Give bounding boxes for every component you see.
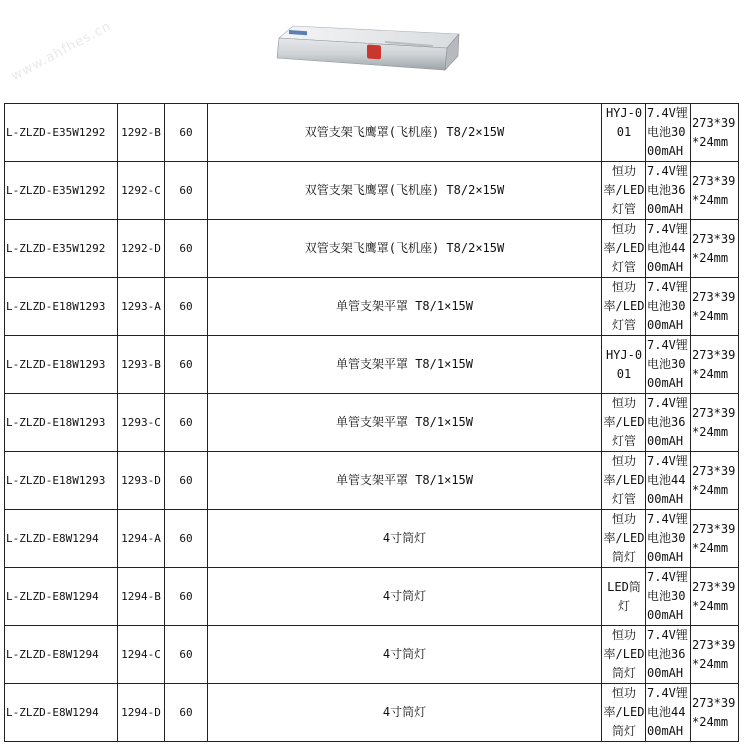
cell-battery xyxy=(646,626,691,684)
cell-battery-text: 7.4V锂电池3000mAH xyxy=(647,106,688,158)
cell-code: 1294-B xyxy=(118,568,165,626)
cell-time: 60 xyxy=(165,162,208,220)
cell-battery xyxy=(646,510,691,568)
cell-size xyxy=(691,452,739,510)
table-row xyxy=(5,394,739,452)
cell-size xyxy=(691,510,739,568)
cell-size-text: 273*39*24mm xyxy=(692,463,736,497)
cell-code: 1294-C xyxy=(118,626,165,684)
cell-module xyxy=(602,104,646,162)
cell-size xyxy=(691,220,739,278)
cell-battery-text: 7.4V锂电池3600mAH xyxy=(647,164,688,216)
cell-model: L-ZLZD-E18W1293 xyxy=(5,278,118,336)
cell-code: 1293-D xyxy=(118,452,165,510)
watermark-text: www.ahfhes.cn xyxy=(8,18,115,85)
cell-battery xyxy=(646,568,691,626)
cell-module xyxy=(602,626,646,684)
product-photo-area xyxy=(0,0,750,104)
cell-module-text: HYJ-001 xyxy=(605,106,643,139)
cell-size xyxy=(691,394,739,452)
cell-battery-text: 7.4V锂电池4400mAH xyxy=(647,454,688,506)
cell-module xyxy=(602,568,646,626)
cell-battery xyxy=(646,394,691,452)
cell-battery-text: 7.4V锂电池3000mAH xyxy=(647,280,688,332)
cell-module xyxy=(602,684,646,742)
table-row xyxy=(5,278,739,336)
cell-code: 1292-B xyxy=(118,104,165,162)
cell-model: L-ZLZD-E35W1292 xyxy=(5,162,118,220)
cell-module-text: 恒功率/LED灯管 xyxy=(603,280,645,332)
cell-module-text: 恒功率/LED灯管 xyxy=(603,396,645,448)
cell-time: 60 xyxy=(165,452,208,510)
cell-name: 双管支架飞鹰罩(飞机座) T8/2×15W xyxy=(208,104,602,162)
cell-name: 4寸筒灯 xyxy=(208,568,602,626)
cell-name: 单管支架平罩 T8/1×15W xyxy=(208,394,602,452)
cell-module-text: LED筒灯 xyxy=(607,579,641,613)
cell-module-text: 恒功率/LED筒灯 xyxy=(603,686,645,738)
cell-code: 1293-B xyxy=(118,336,165,394)
cell-time: 60 xyxy=(165,394,208,452)
cell-module-text: 恒功率/LED灯管 xyxy=(603,222,645,274)
cell-code: 1293-A xyxy=(118,278,165,336)
cell-size-text: 273*39*24mm xyxy=(692,405,736,439)
cell-time: 60 xyxy=(165,568,208,626)
cell-model: L-ZLZD-E18W1293 xyxy=(5,394,118,452)
cell-battery-text: 7.4V锂电池3000mAH xyxy=(647,338,688,390)
cell-battery-text: 7.4V锂电池3000mAH xyxy=(647,570,688,622)
table-row xyxy=(5,452,739,510)
table-row xyxy=(5,626,739,684)
cell-name: 4寸筒灯 xyxy=(208,626,602,684)
cell-module-text: 恒功率/LED灯管 xyxy=(603,164,645,216)
cell-size-text: 273*39*24mm xyxy=(692,347,736,381)
table-row xyxy=(5,336,739,394)
cell-time: 60 xyxy=(165,336,208,394)
cell-model: L-ZLZD-E8W1294 xyxy=(5,684,118,742)
cell-size-text: 273*39*24mm xyxy=(692,695,736,729)
cell-model: L-ZLZD-E18W1293 xyxy=(5,452,118,510)
cell-code: 1292-C xyxy=(118,162,165,220)
cell-battery xyxy=(646,220,691,278)
cell-battery xyxy=(646,336,691,394)
table-row xyxy=(5,104,739,162)
cell-name: 4寸筒灯 xyxy=(208,684,602,742)
cell-model: L-ZLZD-E35W1292 xyxy=(5,104,118,162)
cell-battery xyxy=(646,278,691,336)
cell-name: 4寸筒灯 xyxy=(208,510,602,568)
cell-time: 60 xyxy=(165,220,208,278)
cell-time: 60 xyxy=(165,626,208,684)
cell-size xyxy=(691,684,739,742)
cell-name: 双管支架飞鹰罩(飞机座) T8/2×15W xyxy=(208,220,602,278)
cell-size-text: 273*39*24mm xyxy=(692,637,736,671)
spec-table xyxy=(4,103,739,742)
cell-battery-text: 7.4V锂电池3600mAH xyxy=(647,628,688,680)
cell-name: 单管支架平罩 T8/1×15W xyxy=(208,278,602,336)
cell-module-text: 恒功率/LED灯管 xyxy=(603,454,645,506)
cell-size-text: 273*39*24mm xyxy=(692,231,736,265)
cell-size-text: 273*39*24mm xyxy=(692,521,736,555)
cell-size xyxy=(691,162,739,220)
cell-battery-text: 7.4V锂电池4400mAH xyxy=(647,222,688,274)
cell-module xyxy=(602,394,646,452)
cell-model: L-ZLZD-E8W1294 xyxy=(5,568,118,626)
cell-battery xyxy=(646,104,691,162)
cell-module xyxy=(602,162,646,220)
spec-table-body xyxy=(5,104,739,742)
cell-module xyxy=(602,278,646,336)
cell-module xyxy=(602,452,646,510)
cell-model: L-ZLZD-E8W1294 xyxy=(5,510,118,568)
cell-time: 60 xyxy=(165,510,208,568)
emergency-power-module-image xyxy=(275,18,461,76)
cell-size xyxy=(691,278,739,336)
cell-code: 1294-D xyxy=(118,684,165,742)
cell-time: 60 xyxy=(165,104,208,162)
cell-battery-text: 7.4V锂电池4400mAH xyxy=(647,686,688,738)
table-row xyxy=(5,568,739,626)
table-row xyxy=(5,220,739,278)
cell-module xyxy=(602,336,646,394)
cell-module xyxy=(602,220,646,278)
cell-size xyxy=(691,568,739,626)
cell-module xyxy=(602,510,646,568)
cell-size xyxy=(691,336,739,394)
cell-name: 单管支架平罩 T8/1×15W xyxy=(208,336,602,394)
cell-code: 1293-C xyxy=(118,394,165,452)
cell-size xyxy=(691,626,739,684)
cell-model: L-ZLZD-E8W1294 xyxy=(5,626,118,684)
cell-battery xyxy=(646,684,691,742)
cell-model: L-ZLZD-E35W1292 xyxy=(5,220,118,278)
cell-size-text: 273*39*24mm xyxy=(692,289,736,323)
cell-battery xyxy=(646,452,691,510)
cell-size-text: 273*39*24mm xyxy=(692,115,736,149)
cell-module-text: 恒功率/LED筒灯 xyxy=(603,628,645,680)
cell-size xyxy=(691,104,739,162)
cell-code: 1294-A xyxy=(118,510,165,568)
cell-size-text: 273*39*24mm xyxy=(692,173,736,207)
cell-time: 60 xyxy=(165,278,208,336)
table-row xyxy=(5,684,739,742)
cell-module-text: HYJ-001 xyxy=(605,347,643,381)
cell-module-text: 恒功率/LED筒灯 xyxy=(603,512,645,564)
cell-time: 60 xyxy=(165,684,208,742)
cell-model: L-ZLZD-E18W1293 xyxy=(5,336,118,394)
table-row xyxy=(5,162,739,220)
table-row xyxy=(5,510,739,568)
cell-size-text: 273*39*24mm xyxy=(692,579,736,613)
cell-battery xyxy=(646,162,691,220)
cell-name: 单管支架平罩 T8/1×15W xyxy=(208,452,602,510)
cell-battery-text: 7.4V锂电池3600mAH xyxy=(647,396,688,448)
cell-battery-text: 7.4V锂电池3000mAH xyxy=(647,512,688,564)
cell-code: 1292-D xyxy=(118,220,165,278)
cell-name: 双管支架飞鹰罩(飞机座) T8/2×15W xyxy=(208,162,602,220)
